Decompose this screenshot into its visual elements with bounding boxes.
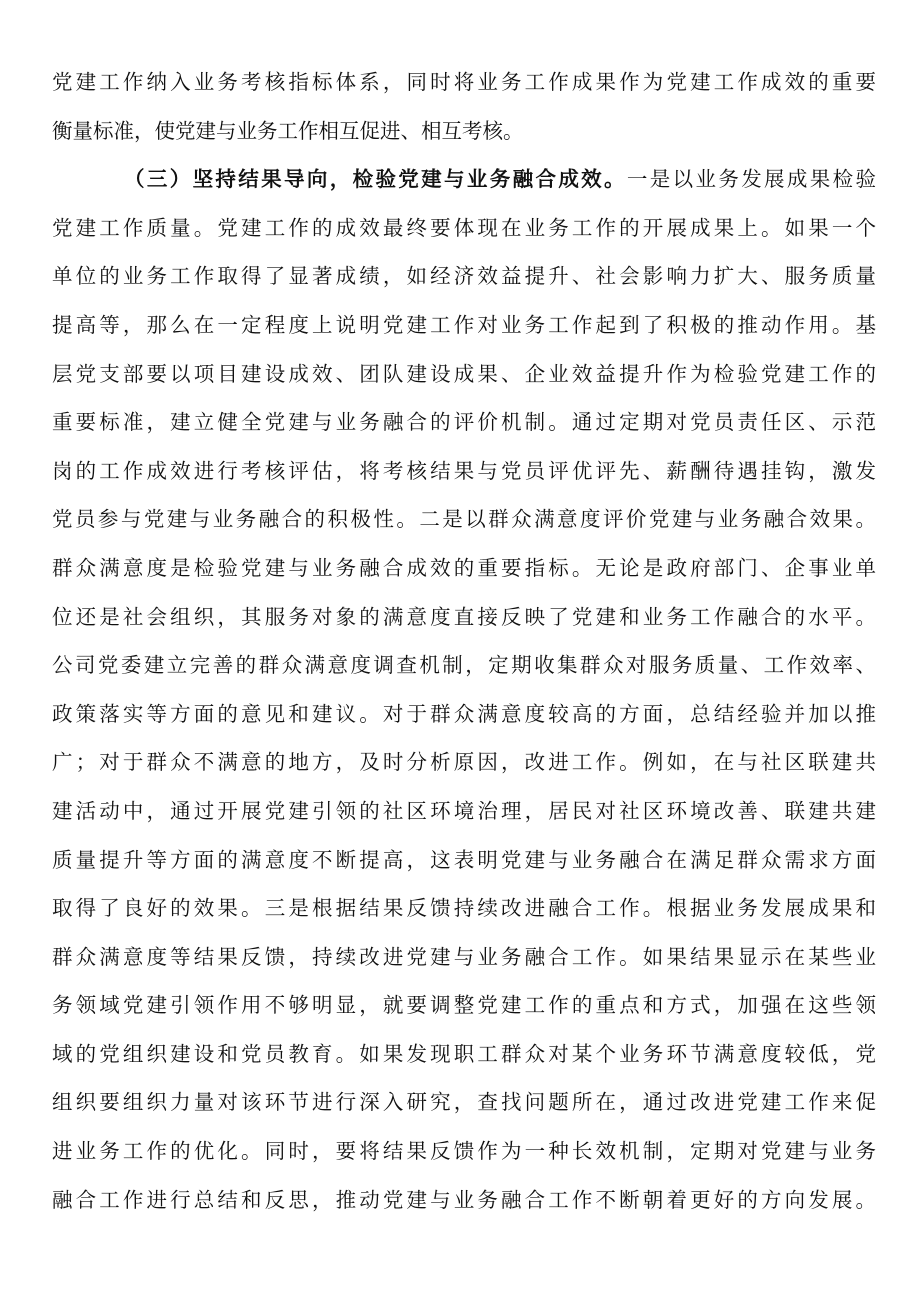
section-heading: （三）坚持结果导向，检验党建与业务融合成效。 [124,167,627,192]
paragraph-line: 取得了良好的效果。三是根据结果反馈持续改进融合工作。根据业务发展成果和 [52,896,876,921]
paragraph-line: 党员参与党建与业务融合的积极性。二是以群众满意度评价党建与业务融合效果。 [52,507,876,532]
paragraph-line: 岗的工作成效进行考核评估，将考核结果与党员评优评先、薪酬待遇挂钩，激发 [52,458,876,483]
paragraph-line: 层党支部要以项目建设成效、团队建设成果、企业效益提升作为检验党建工作的 [52,361,876,386]
paragraph-line: 组织要组织力量对该环节进行深入研究，查找问题所在，通过改进党建工作来促 [52,1090,876,1115]
paragraph-line: 政策落实等方面的意见和建议。对于群众满意度较高的方面，总结经验并加以推 [52,701,876,726]
paragraph-line: 广；对于群众不满意的地方，及时分析原因，改进工作。例如，在与社区联建共 [52,750,876,775]
section-lead-text: 一是以业务发展成果检验 [626,167,876,192]
paragraph-line: 群众满意度等结果反馈，持续改进党建与业务融合工作。如果结果显示在某些业 [52,944,876,969]
paragraph-line: 群众满意度是检验党建与业务融合成效的重要指标。无论是政府部门、企事业单 [52,555,876,580]
paragraph-line: 提高等，那么在一定程度上说明党建工作对业务工作起到了积极的推动作用。基 [52,312,876,337]
paragraph-line: 务领域党建引领作用不够明显，就要调整党建工作的重点和方式，加强在这些领 [52,993,876,1018]
paragraph-line: 融合工作进行总结和反思，推动党建与业务融合工作不断朝着更好的方向发展。 [52,1187,876,1212]
paragraph-line: 重要标准，建立健全党建与业务融合的评价机制。通过定期对党员责任区、示范 [52,410,876,435]
paragraph-line: 域的党组织建设和党员教育。如果发现职工群众对某个业务环节满意度较低，党 [52,1041,876,1066]
paragraph-line: 党建工作纳入业务考核指标体系，同时将业务工作成果作为党建工作成效的重要 [52,70,876,94]
paragraph-line: 党建工作质量。党建工作的成效最终要体现在业务工作的开展成果上。如果一个 [52,215,876,240]
paragraph-line: 单位的业务工作取得了显著成绩，如经济效益提升、社会影响力扩大、服务质量 [52,264,876,289]
paragraph-line: 公司党委建立完善的群众满意度调查机制，定期收集群众对服务质量、工作效率、 [52,653,876,678]
paragraph-line: 建活动中，通过开展党建引领的社区环境治理，居民对社区环境改善、联建共建 [52,798,876,823]
paragraph-line: 衡量标准，使党建与业务工作相互促进、相互考核。 [52,118,524,143]
paragraph-line: 进业务工作的优化。同时，要将结果反馈作为一种长效机制，定期对党建与业务 [52,1139,876,1164]
paragraph-line: 位还是社会组织，其服务对象的满意度直接反映了党建和业务工作融合的水平。 [52,604,876,629]
section-first-line [52,155,876,204]
paragraph-line: 质量提升等方面的满意度不断提高，这表明党建与业务融合在满足群众需求方面 [52,847,876,872]
